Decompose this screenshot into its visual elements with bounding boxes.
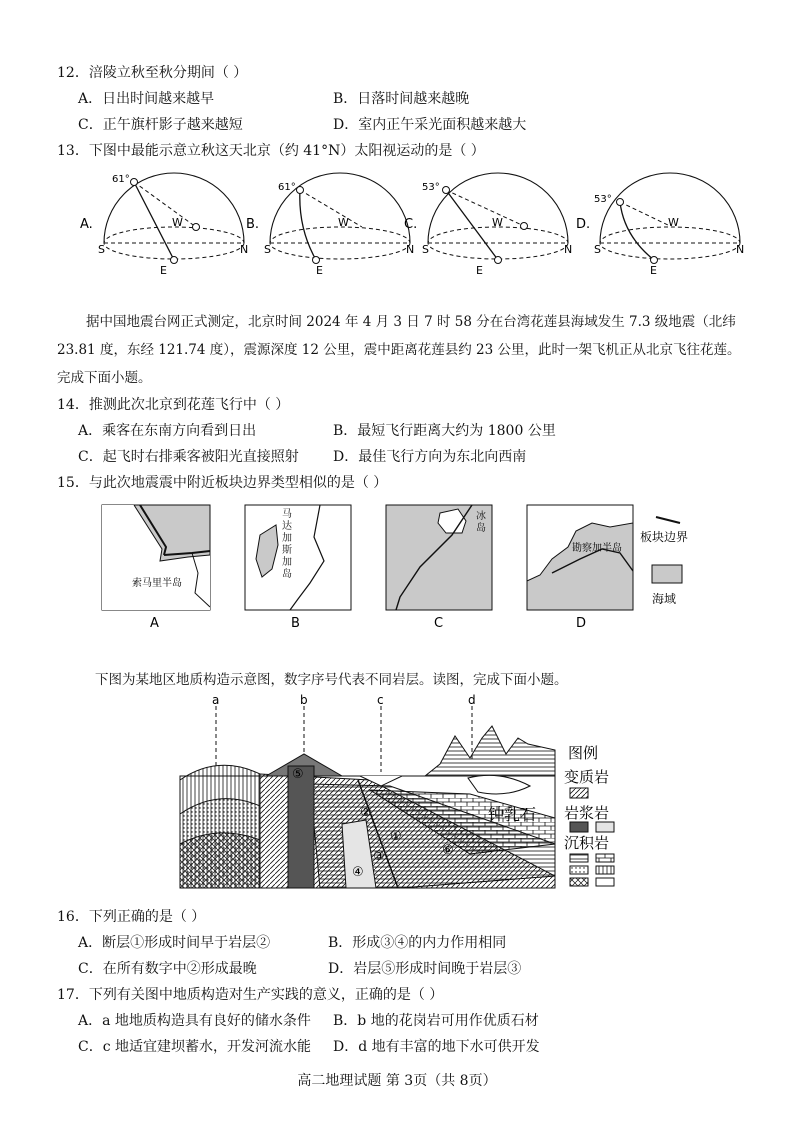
q14-stem: 14．推测此次北京到花莲飞行中（ ） (57, 397, 290, 413)
label-c: c (377, 693, 384, 707)
label-a: a (212, 693, 220, 707)
diagram-b-label: B. (246, 217, 260, 232)
svg-text:S: S (422, 243, 429, 256)
dir-e: E (160, 264, 167, 277)
label-b: b (300, 693, 308, 707)
q17-option-b: B．b 地的花岗岩可用作优质石材 (333, 1013, 539, 1029)
q12-option-b: B．日落时间越来越晚 (333, 91, 470, 107)
diagram-d-label: D. (576, 217, 591, 232)
svg-text:N: N (736, 243, 745, 256)
sea-legend-swatch (652, 565, 682, 583)
map-d-label: 勘察加半岛 (572, 543, 622, 554)
stalactite-label: 钟乳石 (488, 805, 537, 824)
q14-option-b: B．最短飞行距离大约为 1800 公里 (333, 423, 556, 439)
q14-option-c: C．起飞时右排乘客被阳光直接照射 (78, 449, 299, 465)
layer-2: ② (360, 805, 372, 820)
q17-option-c: C．c 地适宜建坝蓄水，开发河流水能 (78, 1039, 312, 1055)
map-d-letter: D (576, 616, 587, 631)
legend-sedimentary: 沉积岩 (564, 834, 610, 852)
sun-path-diagram-c (400, 168, 573, 278)
passage1-line3: 完成下面小题。 (57, 370, 152, 386)
q12-stem: 12．涪陵立秋至秋分期间（ ） (57, 65, 248, 81)
layer-1: ① (390, 829, 402, 844)
map-d (527, 505, 633, 631)
svg-text:S: S (264, 243, 271, 256)
map-a-letter: A (150, 616, 159, 631)
diagram-d-angle: 53° (594, 194, 612, 205)
q16-stem: 16．下列正确的是（ ） (57, 909, 206, 925)
passage1-line1: 据中国地震台网正式测定，北京时间 2024 年 4 月 3 日 7 时 58 分在台湾花莲县海域发生 7.3 级地震（北纬 (86, 314, 736, 330)
map-a (102, 505, 210, 631)
legend-title: 图例 (568, 744, 599, 762)
map-b-vertical-label: 马达加斯加岛 (282, 509, 292, 580)
diagram-a-angle: 61° (112, 174, 130, 185)
svg-text:N: N (564, 243, 573, 256)
dir-n: N (240, 243, 249, 256)
q16-option-c: C．在所有数字中②形成最晚 (78, 961, 257, 977)
svg-text:W: W (492, 216, 503, 229)
q17-option-a: A．a 地地质构造具有良好的储水条件 (78, 1013, 311, 1029)
diagram-c-angle: 53° (422, 182, 440, 193)
layer-3: ③ (373, 849, 385, 864)
svg-text:E: E (650, 264, 657, 277)
q16-option-d: D．岩层⑤形成时间晚于岩层③ (328, 961, 522, 977)
page-footer: 高二地理试题 第 3页（共 8页） (297, 1073, 497, 1089)
svg-text:E: E (476, 264, 483, 277)
q12-option-a: A．日出时间越来越早 (78, 91, 215, 107)
q16-option-a: A．断层①形成时间早于岩层② (78, 935, 271, 951)
diagram-a-label: A. (80, 217, 93, 232)
dir-s: S (98, 243, 105, 256)
map-b (245, 505, 351, 631)
sun-path-diagram-d (572, 168, 745, 278)
map-c-vertical-label: 冰岛 (476, 511, 486, 534)
diagram-c-label: C. (404, 217, 418, 232)
diagram-b-angle: 61° (278, 182, 296, 193)
map-b-letter: B (291, 616, 300, 631)
plate-boundary-maps (100, 503, 740, 638)
svg-text:W: W (338, 216, 349, 229)
sun-path-diagram-b (242, 168, 415, 278)
q14-option-d: D．最佳飞行方向为东北向西南 (333, 449, 527, 465)
layer-5: ⑤ (292, 767, 304, 782)
svg-text:W: W (668, 216, 679, 229)
map-a-label: 索马里半岛 (132, 578, 182, 589)
q13-stem: 13．下图中最能示意立秋这天北京（约 41°N）太阳视运动的是（ ） (57, 143, 485, 159)
q16-option-b: B．形成③④的内力作用相同 (328, 935, 507, 951)
layer-6: ⑥ (442, 843, 454, 858)
passage2-text: 下图为某地区地质构造示意图，数字序号代表不同岩层。读图，完成下面小题。 (95, 672, 568, 688)
svg-text:S: S (594, 243, 601, 256)
legend-boundary-label: 板块边界 (640, 530, 689, 544)
q17-option-d: D．d 地有丰富的地下水可供开发 (333, 1039, 540, 1055)
q14-option-a: A．乘客在东南方向看到日出 (78, 423, 257, 439)
svg-text:N: N (406, 243, 415, 256)
sun-path-diagram-a (76, 168, 249, 278)
dir-w: W (172, 216, 183, 229)
svg-text:E: E (316, 264, 323, 277)
legend-metamorphic: 变质岩 (564, 768, 610, 786)
geologic-cross-section (170, 694, 630, 894)
legend-igneous: 岩浆岩 (564, 804, 610, 822)
q17-stem: 17．下列有关图中地质构造对生产实践的意义，正确的是（ ） (57, 987, 444, 1003)
label-d: d (468, 693, 476, 707)
boundary-legend-line (656, 517, 680, 523)
q12-option-d: D．室内正午采光面积越来越大 (333, 117, 527, 133)
q15-stem: 15．与此次地震震中附近板块边界类型相似的是（ ） (57, 475, 388, 491)
q12-option-c: C．正午旗杆影子越来越短 (78, 117, 243, 133)
layer-4: ④ (352, 865, 364, 880)
legend-sea-label: 海域 (652, 592, 677, 606)
passage1-line2: 23.81 度，东经 121.74 度），震源深度 12 公里，震中距离花莲县约 23 公里，此时一架飞机正从北京飞往花莲。 (57, 342, 741, 358)
map-c-letter: C (434, 616, 444, 631)
